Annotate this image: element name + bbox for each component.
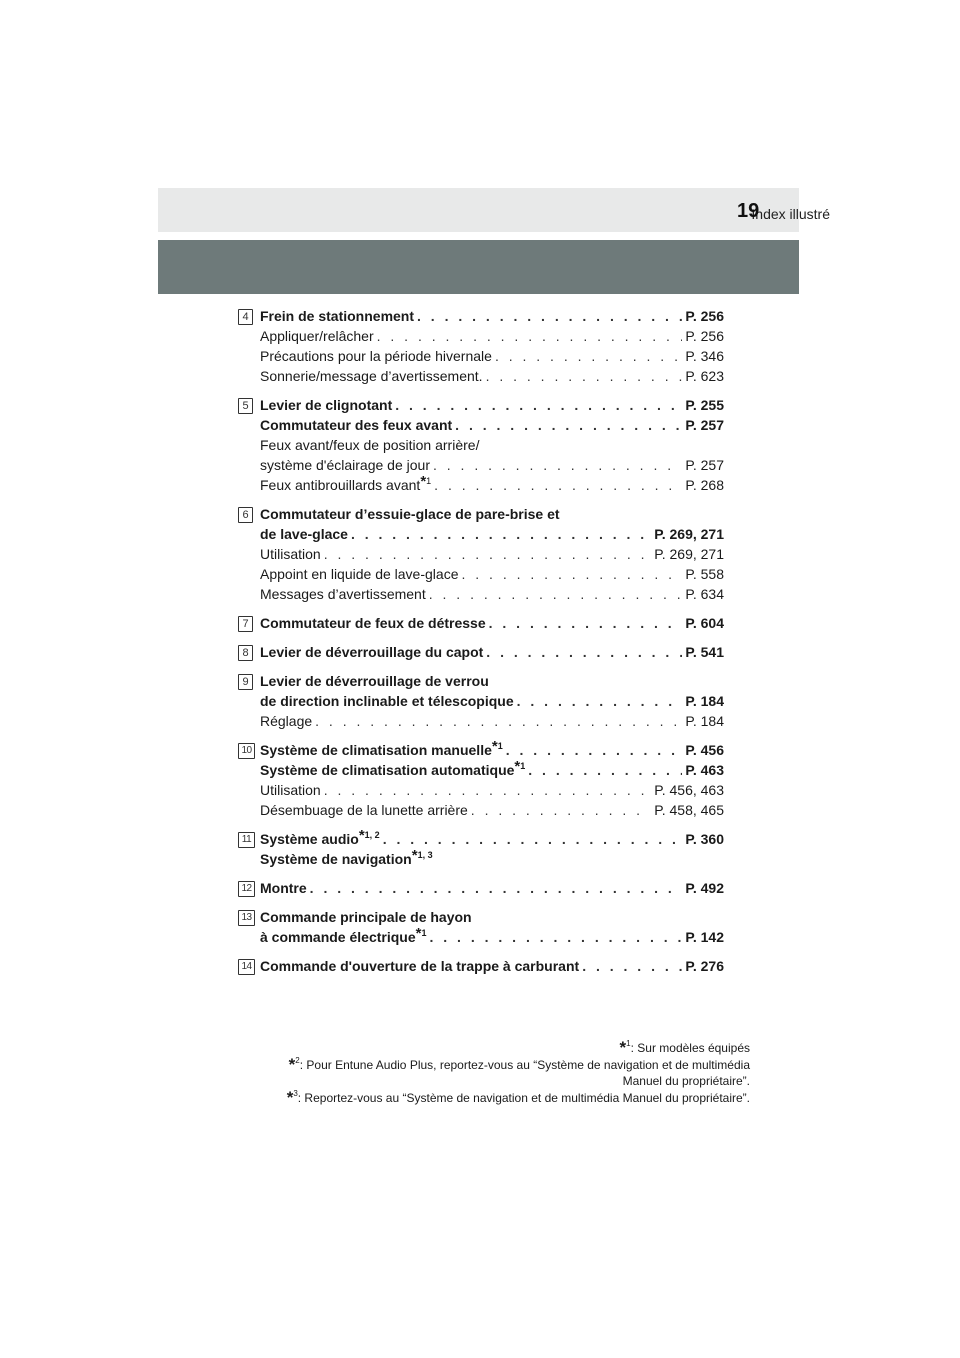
index-group: [238, 504, 724, 604]
footnote-ref: *1: [415, 925, 427, 942]
index-group: [238, 829, 724, 869]
leader-dots: [417, 306, 682, 326]
item-number: 8: [238, 645, 253, 661]
leader-dots: [517, 691, 683, 711]
index-entry: [260, 878, 724, 898]
entry-label: Commutateur des feux avant: [260, 417, 453, 433]
leader-dots: [351, 524, 651, 544]
entry-label: à commande électrique$^{*1}$: [260, 925, 427, 945]
page-reference[interactable]: P. 184: [685, 713, 724, 729]
index-entry: [260, 366, 724, 386]
leader-dots: [324, 780, 651, 800]
footnote-ref: *1: [514, 758, 526, 775]
page-reference[interactable]: P. 558: [685, 566, 724, 582]
index-list: [238, 306, 724, 985]
entry-label: Sonnerie/message d’avertissement.: [260, 368, 483, 384]
leader-dots: [315, 711, 682, 731]
entry-label: Système de climatisation manuelle$^{*1}$: [260, 738, 503, 758]
index-group: [238, 613, 724, 633]
item-number: 12: [238, 881, 255, 897]
index-entry: [260, 584, 724, 604]
entry-label: Montre: [260, 880, 307, 896]
leader-dots: [489, 613, 683, 633]
page-reference[interactable]: P. 269, 271: [654, 526, 724, 542]
index-group: [238, 740, 724, 820]
index-group: [238, 642, 724, 662]
page-reference[interactable]: P. 541: [685, 644, 724, 660]
item-number: 13: [238, 910, 255, 926]
index-entry: [260, 780, 724, 800]
index-group: [238, 395, 724, 495]
leader-dots: [395, 395, 682, 415]
index-entry: [260, 346, 724, 366]
index-entry: [260, 306, 724, 326]
page-reference[interactable]: P. 255: [685, 397, 724, 413]
leader-dots: [486, 642, 682, 662]
index-entry: [260, 691, 724, 711]
index-entry: [260, 395, 724, 415]
entry-label: Levier de déverrouillage du capot: [260, 644, 484, 660]
index-entry: [260, 642, 724, 662]
item-number: 6: [238, 507, 253, 523]
page-number: 19: [737, 200, 760, 222]
leader-dots: [434, 475, 682, 495]
section-title: Index illustré: [751, 206, 830, 222]
index-entry: [260, 564, 724, 584]
entry-label: Réglage: [260, 713, 313, 729]
index-group: [238, 907, 724, 947]
index-entry: Commande principale de hayon: [260, 909, 472, 925]
footnotes: [210, 1040, 750, 1107]
header-bar: [158, 188, 799, 232]
item-number: 11: [238, 832, 255, 848]
leader-dots: [528, 760, 682, 780]
index-entry: Système de navigation$^{*1, 3}$: [260, 847, 433, 867]
leader-dots: [455, 415, 682, 435]
item-number: 9: [238, 674, 253, 690]
page-reference[interactable]: P. 634: [685, 586, 724, 602]
page-reference[interactable]: P. 256: [685, 308, 724, 324]
page-reference[interactable]: P. 184: [685, 693, 724, 709]
index-entry: [260, 613, 724, 633]
index-entry: Feux avant/feux de position arrière/: [260, 437, 480, 453]
item-number: 14: [238, 959, 255, 975]
leader-dots: [506, 740, 683, 760]
index-entry: [260, 711, 724, 731]
page-reference[interactable]: P. 623: [685, 368, 724, 384]
entry-label: Utilisation: [260, 546, 321, 562]
entry-label: Levier de clignotant: [260, 397, 393, 413]
leader-dots: [429, 584, 683, 604]
footnote-ref: *1: [420, 473, 432, 490]
entry-label: Commande d'ouverture de la trappe à carburant: [260, 958, 580, 974]
page-reference[interactable]: P. 256: [685, 328, 724, 344]
index-entry: Levier de déverrouillage de verrou: [260, 673, 489, 689]
entry-label: Appoint en liquide de lave-glace: [260, 566, 459, 582]
page-reference[interactable]: P. 276: [685, 958, 724, 974]
index-entry: [260, 455, 724, 475]
entry-label: Frein de stationnement: [260, 308, 415, 324]
item-number: 10: [238, 743, 255, 759]
index-entry: Commutateur d’essuie-glace de pare-brise et: [260, 506, 560, 522]
leader-dots: [377, 326, 683, 346]
footnote-ref: *1, 2: [358, 827, 380, 844]
index-group: [238, 671, 724, 731]
entry-label: système d'éclairage de jour: [260, 457, 430, 473]
page-reference[interactable]: P. 142: [685, 929, 724, 945]
leader-dots: [461, 564, 682, 584]
leader-dots: [324, 544, 651, 564]
index-entry: [260, 524, 724, 544]
leader-dots: [310, 878, 683, 898]
page-reference[interactable]: P. 463: [685, 762, 724, 778]
page-reference[interactable]: P. 257: [685, 457, 724, 473]
page-reference[interactable]: P. 346: [685, 348, 724, 364]
entry-label: Système de climatisation automatique$^{*1}$: [260, 758, 526, 778]
leader-dots: [495, 346, 682, 366]
page-reference[interactable]: P. 268: [685, 477, 724, 493]
header-band: [158, 240, 799, 294]
page-reference[interactable]: P. 456, 463: [654, 782, 724, 798]
footnote-asterisk: *: [286, 1088, 294, 1107]
page-reference[interactable]: P. 456: [685, 742, 724, 758]
entry-label: Feux antibrouillards avant$^{*1}$: [260, 473, 432, 493]
entry-label: Messages d’avertissement: [260, 586, 426, 602]
index-group: [238, 878, 724, 898]
entry-label: Appliquer/relâcher: [260, 328, 374, 344]
footnote: *$^2$: Pour Entune Audio Plus, reportez-vous au “Système de navigation et de multimédia Manuel du propriétaire”.: [288, 1055, 750, 1088]
leader-dots: [433, 455, 682, 475]
leader-dots: [582, 956, 682, 976]
page-reference[interactable]: P. 604: [685, 615, 724, 631]
index-entry: [260, 760, 724, 780]
index-entry: [260, 927, 724, 947]
page-reference[interactable]: P. 360: [685, 831, 724, 847]
footnote: *$^1$: Sur modèles équipés: [619, 1038, 750, 1057]
footnote-asterisk: *: [619, 1038, 627, 1057]
entry-label: Commutateur de feux de détresse: [260, 615, 486, 631]
index-entry: [260, 740, 724, 760]
index-entry: [260, 326, 724, 346]
footnote-asterisk: *: [288, 1055, 296, 1074]
footnote-ref: *1, 3: [411, 847, 433, 864]
entry-label: de lave-glace: [260, 526, 348, 542]
entry-label: Utilisation: [260, 782, 321, 798]
footnote: *$^3$: Reportez-vous au “Système de navigation et de multimédia Manuel du propriétaire”.: [286, 1088, 750, 1107]
index-entry: [260, 415, 724, 435]
leader-dots: [429, 927, 682, 947]
entry-label: Système audio$^{*1, 2}$: [260, 827, 380, 847]
entry-label: Précautions pour la période hivernale: [260, 348, 492, 364]
index-group: [238, 956, 724, 976]
entry-label: de direction inclinable et télescopique: [260, 693, 514, 709]
index-entry: [260, 544, 724, 564]
item-number: 7: [238, 616, 253, 632]
index-entry: [260, 956, 724, 976]
footnote-ref: *1: [491, 738, 503, 755]
leader-dots: [486, 366, 683, 386]
leader-dots: [471, 800, 651, 820]
item-number: 5: [238, 398, 253, 414]
page-reference[interactable]: P. 492: [685, 880, 724, 896]
entry-label: Désembuage de la lunette arrière: [260, 802, 468, 818]
page-reference[interactable]: P. 458, 465: [654, 802, 724, 818]
leader-dots: [383, 829, 683, 849]
index-entry: [260, 475, 724, 495]
index-entry: [260, 829, 724, 849]
item-number: 4: [238, 309, 253, 325]
index-group: [238, 306, 724, 386]
page-reference[interactable]: P. 257: [685, 417, 724, 433]
index-entry: [260, 800, 724, 820]
page-reference[interactable]: P. 269, 271: [654, 546, 724, 562]
